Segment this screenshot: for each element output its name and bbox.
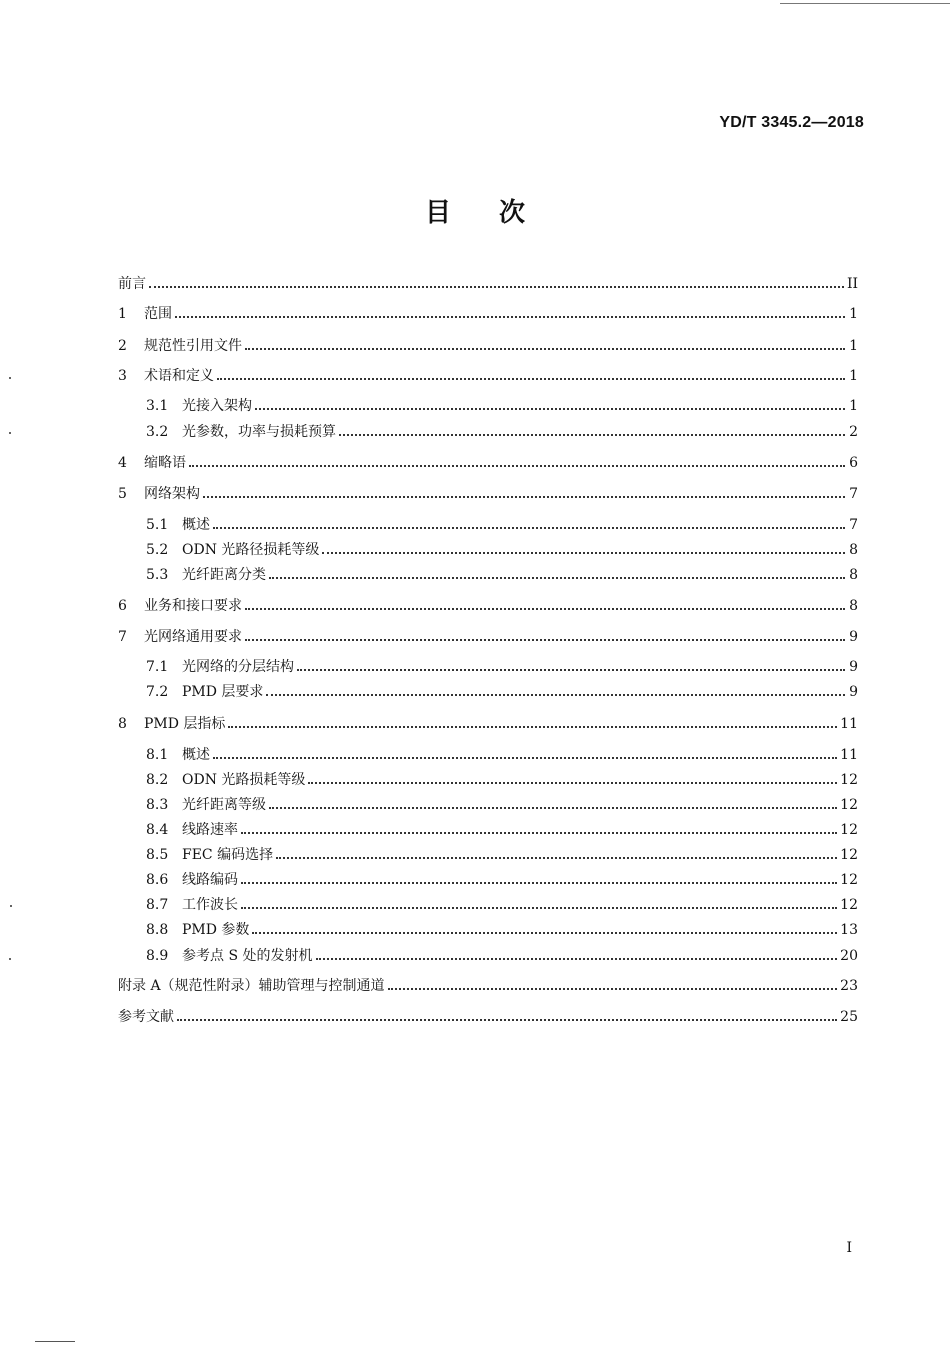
toc-leader-dots bbox=[213, 756, 837, 759]
toc-entry-number: 8.1 bbox=[146, 747, 169, 763]
toc-entry-page: 12 bbox=[840, 797, 858, 813]
toc-entry[interactable] bbox=[118, 274, 858, 294]
toc-entry-label: 附录 A（规范性附录）辅助管理与控制通道 bbox=[118, 978, 385, 994]
toc-entry[interactable] bbox=[146, 795, 858, 815]
toc-entry-number: 4 bbox=[118, 455, 127, 471]
toc-entry-number: 5.1 bbox=[146, 517, 169, 533]
toc-entry-number: 8.8 bbox=[146, 922, 169, 938]
toc-leader-dots bbox=[177, 1018, 837, 1021]
toc-entry-number: 7.1 bbox=[146, 659, 169, 675]
toc-leader-dots bbox=[269, 576, 845, 579]
toc-leader-dots bbox=[241, 831, 837, 834]
toc-entry[interactable] bbox=[118, 336, 858, 356]
toc-entry[interactable] bbox=[146, 845, 858, 865]
toc-leader-dots bbox=[276, 856, 837, 859]
toc-leader-dots bbox=[339, 433, 845, 436]
toc-leader-dots bbox=[203, 495, 845, 498]
toc-leader-dots bbox=[255, 407, 845, 410]
toc-entry-label: 参考文献 bbox=[118, 1009, 174, 1025]
toc-entry-number: 6 bbox=[118, 598, 127, 614]
toc-entry-page: 7 bbox=[849, 486, 858, 502]
toc-entry-label: 参考点 S 处的发射机 bbox=[182, 948, 313, 964]
toc-leader-dots bbox=[388, 987, 838, 990]
toc-entry-page: 12 bbox=[840, 897, 858, 913]
toc-leader-dots bbox=[241, 881, 837, 884]
toc-entry-page: 1 bbox=[849, 368, 858, 384]
toc-leader-dots bbox=[252, 931, 837, 934]
toc-entry-label: 光接入架构 bbox=[182, 398, 252, 414]
toc-entry-page: 1 bbox=[849, 398, 858, 414]
toc-leader-dots bbox=[149, 285, 844, 288]
toc-entry-label: FEC 编码选择 bbox=[182, 847, 274, 863]
toc-entry[interactable] bbox=[146, 946, 858, 966]
toc-entry-number: 8.9 bbox=[146, 948, 169, 964]
toc-entry[interactable] bbox=[118, 596, 858, 616]
toc-entry[interactable] bbox=[118, 627, 858, 647]
toc-entry-label: 光纤距离等级 bbox=[182, 797, 266, 813]
toc-entry-page: 20 bbox=[840, 948, 858, 964]
toc-entry-number: 7.2 bbox=[146, 684, 169, 700]
toc-leader-dots bbox=[189, 464, 845, 467]
toc-entry[interactable] bbox=[146, 770, 858, 790]
toc-entry-label: 概述 bbox=[182, 517, 210, 533]
toc-entry[interactable] bbox=[118, 714, 858, 734]
toc-entry-page: 13 bbox=[840, 922, 858, 938]
toc-leader-dots bbox=[308, 781, 837, 784]
toc-entry-number: 7 bbox=[118, 629, 127, 645]
toc-entry-label: 网络架构 bbox=[144, 486, 200, 502]
toc-entry-page: 11 bbox=[840, 747, 858, 763]
toc-entry-page: 8 bbox=[849, 598, 858, 614]
toc-entry[interactable] bbox=[146, 657, 858, 677]
toc-entry-page: 1 bbox=[849, 306, 858, 322]
toc-entry[interactable] bbox=[146, 870, 858, 890]
toc-entry-number: 5.2 bbox=[146, 542, 169, 558]
toc-entry-number: 5 bbox=[118, 486, 127, 502]
toc-entry-number: 8.3 bbox=[146, 797, 169, 813]
toc-entry-label: PMD 层要求 bbox=[182, 684, 264, 700]
toc-leader-dots bbox=[266, 693, 845, 696]
toc-entry-page: 9 bbox=[849, 684, 858, 700]
toc-entry-label: 光网络的分层结构 bbox=[182, 659, 294, 675]
toc-entry-label: 业务和接口要求 bbox=[144, 598, 242, 614]
toc-entry-label: 光纤距离分类 bbox=[182, 567, 266, 583]
toc-entry-number: 3 bbox=[118, 368, 127, 384]
toc-entry-label: 光网络通用要求 bbox=[144, 629, 242, 645]
page-title: 目次 bbox=[424, 198, 573, 228]
toc-leader-dots bbox=[322, 551, 845, 554]
toc-entry-number: 8 bbox=[118, 716, 127, 732]
toc-entry-page: 12 bbox=[840, 772, 858, 788]
scan-speck bbox=[9, 432, 11, 434]
toc-entry-page: 12 bbox=[840, 847, 858, 863]
toc-entry-page: 1 bbox=[849, 338, 858, 354]
toc-entry-number: 3.1 bbox=[146, 398, 169, 414]
toc-entry[interactable] bbox=[146, 682, 858, 702]
toc-leader-dots bbox=[297, 668, 845, 671]
toc-entry-label: 线路速率 bbox=[182, 822, 238, 838]
toc-entry-label: 光参数，功率与损耗预算 bbox=[182, 424, 336, 440]
toc-entry-label: 范围 bbox=[144, 306, 172, 322]
toc-entry[interactable] bbox=[118, 484, 858, 504]
toc-entry[interactable] bbox=[146, 515, 858, 535]
toc-entry-page: 8 bbox=[849, 542, 858, 558]
toc-entry[interactable] bbox=[146, 820, 858, 840]
toc-entry-label: 规范性引用文件 bbox=[144, 338, 242, 354]
toc-entry-number: 5.3 bbox=[146, 567, 169, 583]
toc-entry[interactable] bbox=[146, 745, 858, 765]
toc-entry[interactable] bbox=[118, 976, 858, 996]
toc-leader-dots bbox=[175, 315, 845, 318]
toc-entry-label: 概述 bbox=[182, 747, 210, 763]
toc-leader-dots bbox=[228, 725, 837, 728]
toc-entry-number: 8.5 bbox=[146, 847, 169, 863]
toc-entry-page: 8 bbox=[849, 567, 858, 583]
toc-entry[interactable] bbox=[118, 1007, 858, 1027]
scan-edge-line bbox=[35, 1341, 75, 1342]
toc-entry-page: 7 bbox=[849, 517, 858, 533]
toc-entry-page: II bbox=[846, 276, 858, 292]
toc-leader-dots bbox=[316, 957, 838, 960]
toc-entry-number: 8.2 bbox=[146, 772, 169, 788]
scan-speck bbox=[10, 905, 12, 907]
toc-entry[interactable] bbox=[118, 453, 858, 473]
toc-entry[interactable] bbox=[118, 366, 858, 386]
scan-edge-line bbox=[780, 3, 950, 4]
toc-entry-number: 3.2 bbox=[146, 424, 169, 440]
toc-entry[interactable] bbox=[146, 565, 858, 585]
toc-entry-number: 8.4 bbox=[146, 822, 169, 838]
toc-entry-number: 8.6 bbox=[146, 872, 169, 888]
toc-entry[interactable] bbox=[146, 422, 858, 442]
toc-entry[interactable] bbox=[146, 540, 858, 560]
toc-entry-page: 12 bbox=[840, 872, 858, 888]
toc-entry-label: PMD 参数 bbox=[182, 922, 250, 938]
toc-entry-label: PMD 层指标 bbox=[144, 716, 226, 732]
toc-leader-dots bbox=[245, 607, 845, 610]
toc-entry-page: 2 bbox=[849, 424, 858, 440]
toc-entry-label: 术语和定义 bbox=[144, 368, 214, 384]
toc-leader-dots bbox=[213, 526, 845, 529]
toc-entry-label: ODN 光路径损耗等级 bbox=[182, 542, 320, 558]
toc-leader-dots bbox=[241, 906, 837, 909]
toc-entry-page: 25 bbox=[840, 1009, 858, 1025]
toc-leader-dots bbox=[245, 347, 845, 350]
toc-entry-label: 缩略语 bbox=[144, 455, 186, 471]
toc-entry-number: 8.7 bbox=[146, 897, 169, 913]
toc-entry-page: 9 bbox=[849, 659, 858, 675]
toc-entry[interactable] bbox=[146, 920, 858, 940]
toc-entry-page: 6 bbox=[849, 455, 858, 471]
toc-entry-page: 23 bbox=[840, 978, 858, 994]
page-number: I bbox=[846, 1240, 852, 1256]
scan-speck bbox=[9, 958, 11, 960]
standard-code: YD/T 3345.2—2018 bbox=[719, 114, 864, 131]
toc-entry-number: 1 bbox=[118, 306, 127, 322]
toc-entry-label: 线路编码 bbox=[182, 872, 238, 888]
toc-entry-label: ODN 光路损耗等级 bbox=[182, 772, 306, 788]
toc-entry-label: 工作波长 bbox=[182, 897, 238, 913]
toc-entry-label: 前言 bbox=[118, 276, 146, 292]
toc-entry[interactable] bbox=[118, 304, 858, 324]
toc-entry-page: 12 bbox=[840, 822, 858, 838]
toc-entry-number: 2 bbox=[118, 338, 127, 354]
toc-leader-dots bbox=[245, 638, 845, 641]
scan-speck bbox=[9, 377, 11, 379]
toc-entry[interactable] bbox=[146, 396, 858, 416]
toc-leader-dots bbox=[217, 377, 845, 380]
toc-leader-dots bbox=[269, 806, 837, 809]
toc-entry-page: 9 bbox=[849, 629, 858, 645]
toc-entry-page: 11 bbox=[840, 716, 858, 732]
toc-entry[interactable] bbox=[146, 895, 858, 915]
